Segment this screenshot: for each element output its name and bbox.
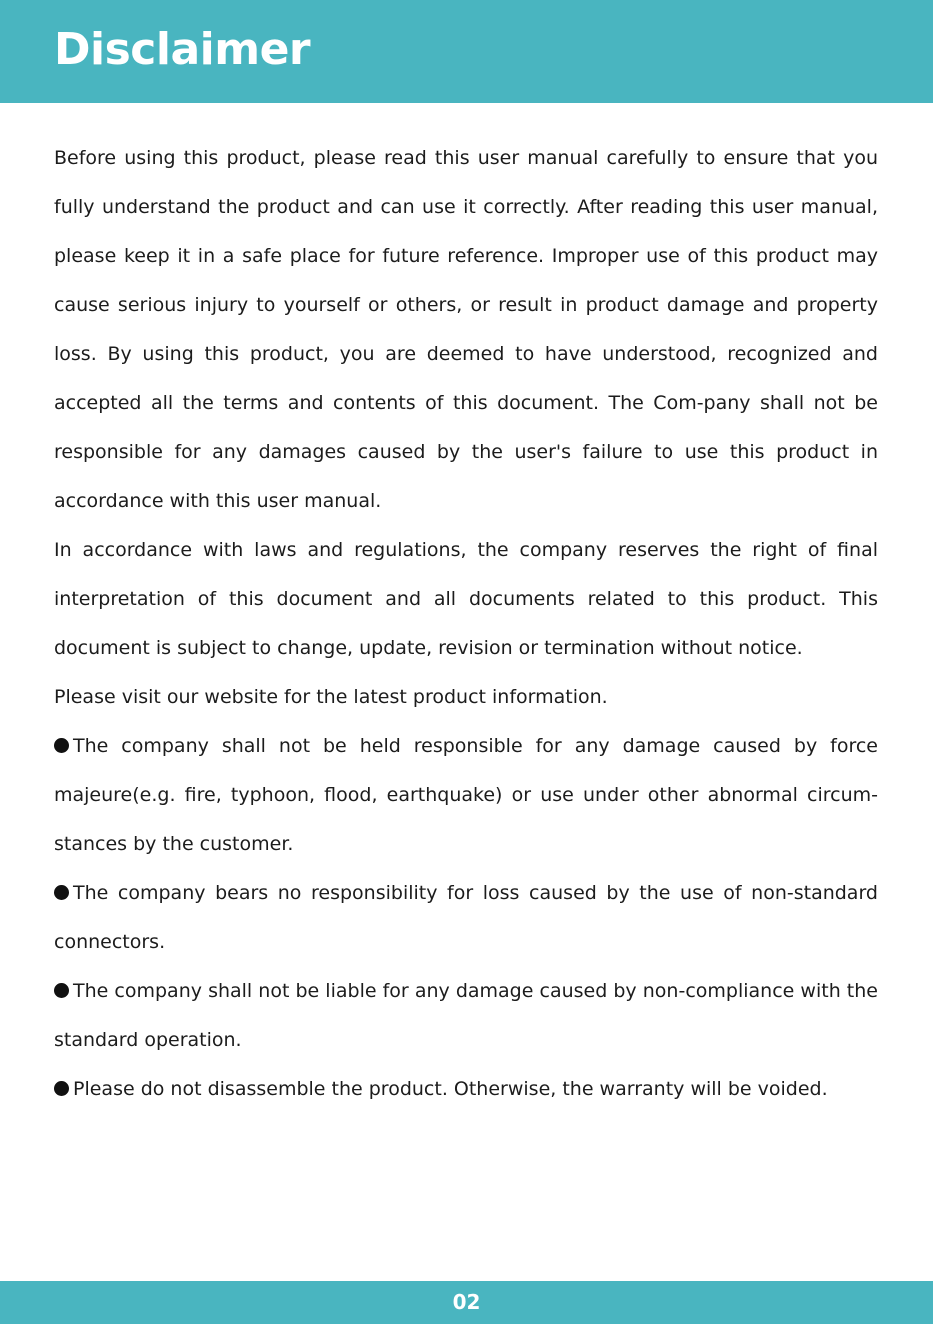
bullet-dot-icon xyxy=(54,885,69,900)
bullet-item xyxy=(54,869,878,967)
page-number: 02 xyxy=(452,1290,481,1314)
paragraph-interpretation: In accordance with laws and regulations, the company reserves the right of final interpretation of this document and all documents related to this product. This document is subject to change, update, revision or termination without notice. xyxy=(54,539,878,659)
footer-band xyxy=(0,1281,933,1324)
header-band xyxy=(0,0,933,103)
bullet-text: The company shall not be held responsible for any damage caused by force majeure(e.g. fire, typhoon, flood, earthquake) or use under other abnormal circum-stances by the customer. xyxy=(54,735,878,855)
disclaimer-content xyxy=(54,134,878,1114)
bullet-text: The company shall not be liable for any damage caused by non-compliance with the standard operation. xyxy=(54,980,878,1051)
bullet-dot-icon xyxy=(54,983,69,998)
bullet-item xyxy=(54,1065,878,1114)
bullet-dot-icon xyxy=(54,738,69,753)
paragraph-website: Please visit our website for the latest product information. xyxy=(54,686,608,708)
bullet-item xyxy=(54,967,878,1065)
paragraph-usage: Before using this product, please read this user manual carefully to ensure that you fully understand the product and can use it correctly. After reading this user manual, please keep it in a safe place for future reference. Improper use of this product may cause serious injury to yourself or others, or result in product damage and property loss. By using this product, you are deemed to have understood, recognized and accepted all the terms and contents of this document. The Com-pany shall not be responsible for any damages caused by the user's failure to use this product in accordance with this user manual. xyxy=(54,147,878,512)
bullet-text: Please do not disassemble the product. Otherwise, the warranty will be voided. xyxy=(73,1078,828,1100)
page-title: Disclaimer xyxy=(54,24,311,75)
bullet-dot-icon xyxy=(54,1081,69,1096)
bullet-text: The company bears no responsibility for loss caused by the use of non-standard connectors. xyxy=(54,882,878,953)
bullet-item xyxy=(54,722,878,869)
